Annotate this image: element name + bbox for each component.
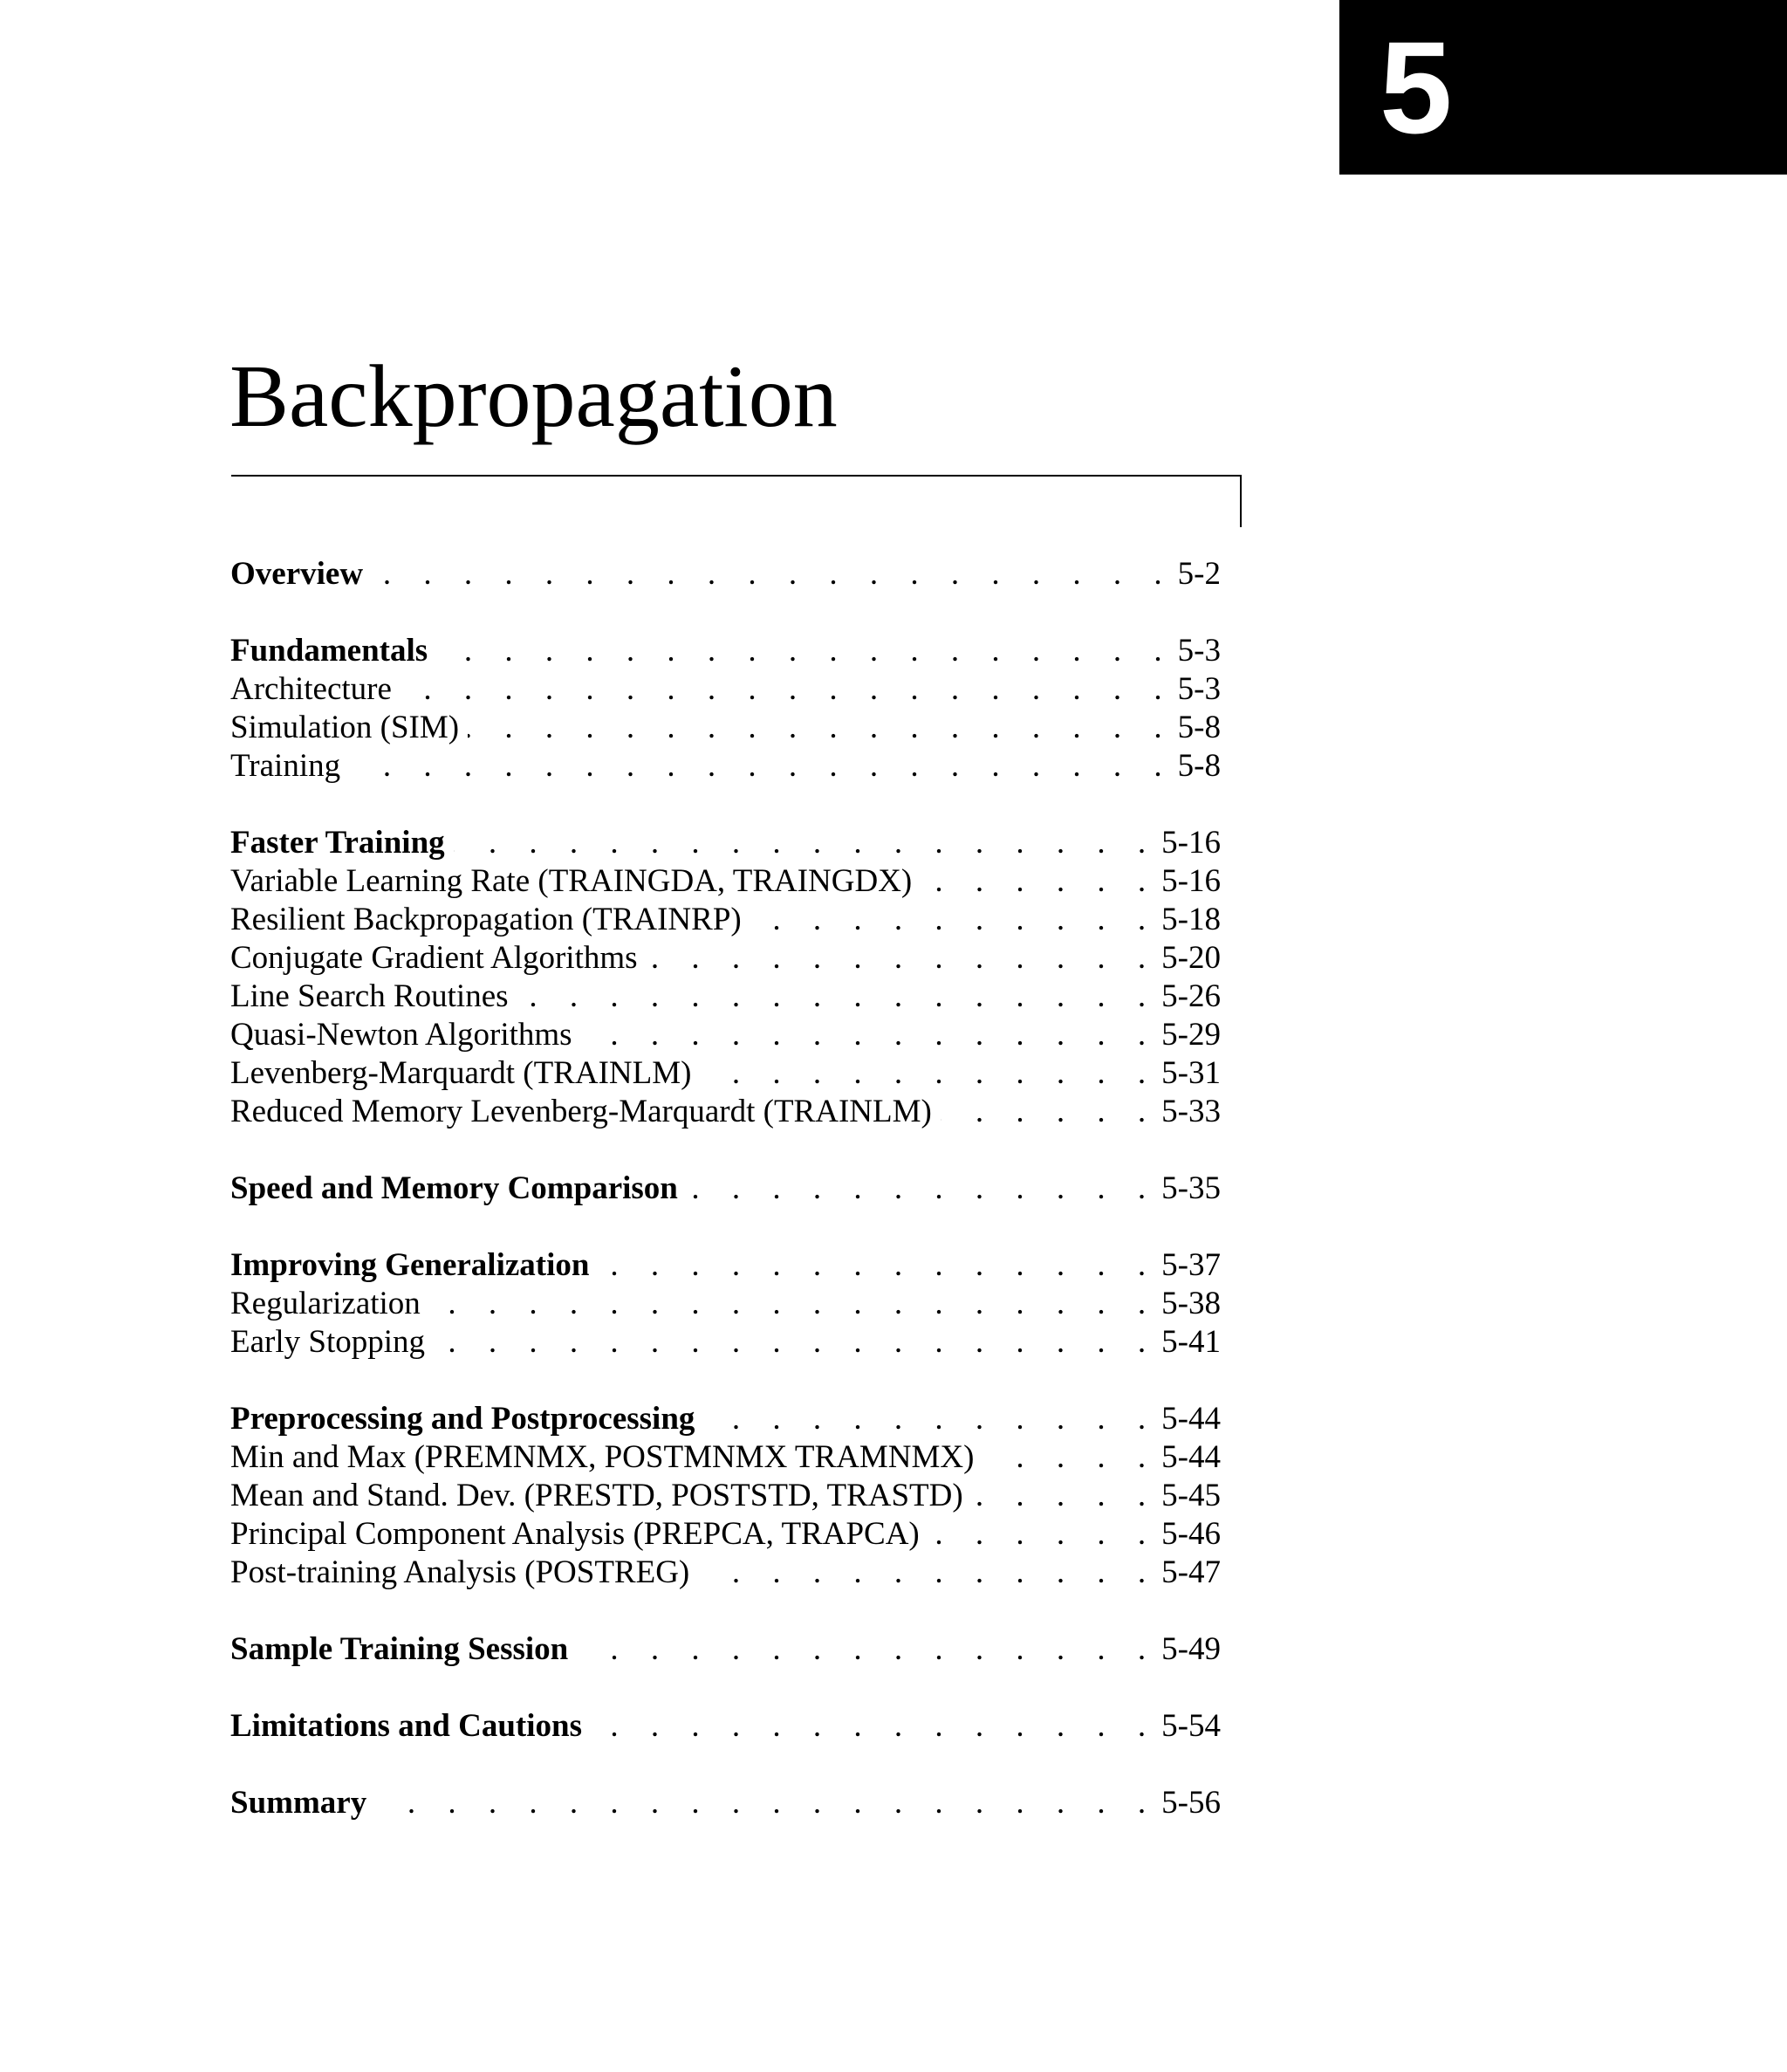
toc-entry-label: Min and Max (PREMNMX, POSTMNMX TRAMNMX) xyxy=(230,1439,975,1475)
toc-entry-label: Post-training Analysis (POSTREG) xyxy=(230,1554,690,1590)
toc-section-heading[interactable] xyxy=(230,1170,1221,1208)
toc-entry[interactable] xyxy=(230,1285,1221,1323)
dot-leader xyxy=(429,1285,1158,1323)
toc-heading-label: Preprocessing and Postprocessing xyxy=(230,1401,695,1437)
toc-entry[interactable] xyxy=(230,862,1221,901)
dot-leader xyxy=(921,862,1158,901)
toc-section xyxy=(230,824,1221,1131)
dot-leader xyxy=(577,1630,1158,1669)
toc-entry[interactable] xyxy=(230,978,1221,1016)
dot-leader xyxy=(928,1515,1158,1554)
dot-leader xyxy=(698,1554,1158,1592)
toc-page-number: 5-46 xyxy=(1161,1516,1221,1552)
toc-heading-label: Fundamentals xyxy=(230,633,428,669)
toc-page-number: 5-54 xyxy=(1161,1708,1221,1744)
toc-heading-label: Sample Training Session xyxy=(230,1631,569,1667)
chapter-number: 5 xyxy=(1380,14,1453,161)
dot-leader xyxy=(598,1246,1158,1285)
toc-page-number: 5-18 xyxy=(1161,902,1221,937)
dot-leader xyxy=(703,1400,1158,1438)
toc-page-number: 5-8 xyxy=(1177,748,1221,784)
toc-entry[interactable] xyxy=(230,1515,1221,1554)
toc-section xyxy=(230,555,1221,593)
toc-entry[interactable] xyxy=(230,709,1221,747)
dot-leader xyxy=(517,978,1159,1016)
dot-leader xyxy=(436,632,1174,670)
toc-section xyxy=(230,1246,1221,1362)
dot-leader xyxy=(581,1016,1159,1054)
toc-entry-label: Quasi-Newton Algorithms xyxy=(230,1017,572,1053)
dot-leader xyxy=(750,901,1158,939)
toc-entry-label: Mean and Stand. Dev. (PRESTD, POSTSTD, TRASTD) xyxy=(230,1478,963,1513)
chapter-title: Backpropagation xyxy=(229,347,838,446)
toc-page-number: 5-38 xyxy=(1161,1286,1221,1321)
toc-entry[interactable] xyxy=(230,1554,1221,1592)
dot-leader xyxy=(349,747,1174,786)
dot-leader xyxy=(941,1093,1158,1131)
toc-entry-label: Resilient Backpropagation (TRAINRP) xyxy=(230,902,742,937)
toc-page-number: 5-56 xyxy=(1161,1785,1221,1821)
title-rule-tick xyxy=(1240,475,1242,527)
toc-section xyxy=(230,1630,1221,1669)
dot-leader xyxy=(434,1323,1158,1362)
toc-heading-label: Speed and Memory Comparison xyxy=(230,1170,678,1206)
toc-page-number: 5-33 xyxy=(1161,1094,1221,1129)
dot-leader xyxy=(983,1438,1158,1477)
toc-entry-label: Line Search Routines xyxy=(230,978,509,1014)
toc-entry-label: Regularization xyxy=(230,1286,421,1321)
toc-entry[interactable] xyxy=(230,1477,1221,1515)
toc-entry[interactable] xyxy=(230,1093,1221,1131)
toc-section-heading[interactable] xyxy=(230,1784,1221,1822)
toc-section-heading[interactable] xyxy=(230,1400,1221,1438)
toc-section-heading[interactable] xyxy=(230,1246,1221,1285)
toc-page-number: 5-37 xyxy=(1161,1247,1221,1283)
toc-page-number: 5-8 xyxy=(1177,710,1221,745)
dot-leader xyxy=(372,555,1174,593)
toc-page-number: 5-49 xyxy=(1161,1631,1221,1667)
toc-entry-label: Training xyxy=(230,748,341,784)
toc-entry-label: Levenberg-Marquardt (TRAINLM) xyxy=(230,1055,692,1091)
dot-leader xyxy=(401,670,1174,709)
toc-page-number: 5-16 xyxy=(1161,825,1221,861)
toc-entry-label: Principal Component Analysis (PREPCA, TRAPCA) xyxy=(230,1516,920,1552)
toc-page-number: 5-26 xyxy=(1161,978,1221,1014)
dot-leader xyxy=(375,1784,1158,1822)
toc-section xyxy=(230,1400,1221,1592)
toc-entry[interactable] xyxy=(230,1054,1221,1093)
dot-leader xyxy=(700,1054,1158,1093)
toc-entry[interactable] xyxy=(230,1438,1221,1477)
toc-entry-label: Architecture xyxy=(230,671,392,707)
toc-heading-label: Improving Generalization xyxy=(230,1247,590,1283)
toc-section xyxy=(230,632,1221,786)
toc-heading-label: Limitations and Cautions xyxy=(230,1708,582,1744)
toc-entry[interactable] xyxy=(230,939,1221,978)
title-rule xyxy=(231,475,1242,477)
toc-section xyxy=(230,1707,1221,1746)
toc-entry-label: Simulation (SIM) xyxy=(230,710,460,745)
chapter-tab xyxy=(1339,0,1787,175)
toc-page-number: 5-3 xyxy=(1177,671,1221,707)
toc-section-heading[interactable] xyxy=(230,1630,1221,1669)
toc-page-number: 5-44 xyxy=(1161,1401,1221,1437)
toc-page-number: 5-44 xyxy=(1161,1439,1221,1475)
toc-entry-label: Reduced Memory Levenberg-Marquardt (TRAINLM) xyxy=(230,1094,932,1129)
dot-leader xyxy=(687,1170,1158,1208)
toc-page-number: 5-2 xyxy=(1177,556,1221,592)
toc-page-number: 5-35 xyxy=(1161,1170,1221,1206)
toc-entry-label: Conjugate Gradient Algorithms xyxy=(230,940,638,976)
toc-entry[interactable] xyxy=(230,670,1221,709)
toc-page-number: 5-3 xyxy=(1177,633,1221,669)
toc-heading-label: Faster Training xyxy=(230,825,445,861)
table-of-contents xyxy=(230,555,1221,1861)
toc-heading-label: Overview xyxy=(230,556,364,592)
toc-page-number: 5-29 xyxy=(1161,1017,1221,1053)
toc-page-number: 5-16 xyxy=(1161,863,1221,899)
toc-section xyxy=(230,1170,1221,1208)
dot-leader xyxy=(647,939,1159,978)
dot-leader xyxy=(591,1707,1158,1746)
toc-heading-label: Summary xyxy=(230,1785,367,1821)
toc-entry[interactable] xyxy=(230,901,1221,939)
toc-section-heading[interactable] xyxy=(230,555,1221,593)
toc-entry-label: Variable Learning Rate (TRAINGDA, TRAINGDX) xyxy=(230,863,913,899)
toc-entry[interactable] xyxy=(230,747,1221,786)
toc-section-heading[interactable] xyxy=(230,1707,1221,1746)
toc-entry-label: Early Stopping xyxy=(230,1324,426,1360)
toc-section xyxy=(230,1784,1221,1822)
dot-leader xyxy=(972,1477,1158,1515)
toc-page-number: 5-20 xyxy=(1161,940,1221,976)
toc-page-number: 5-47 xyxy=(1161,1554,1221,1590)
toc-page-number: 5-45 xyxy=(1161,1478,1221,1513)
dot-leader xyxy=(468,709,1174,747)
toc-page-number: 5-31 xyxy=(1161,1055,1221,1091)
toc-page-number: 5-41 xyxy=(1161,1324,1221,1360)
toc-section-heading[interactable] xyxy=(230,632,1221,670)
toc-section-heading[interactable] xyxy=(230,824,1221,862)
toc-entry[interactable] xyxy=(230,1016,1221,1054)
toc-entry[interactable] xyxy=(230,1323,1221,1362)
dot-leader xyxy=(454,824,1159,862)
